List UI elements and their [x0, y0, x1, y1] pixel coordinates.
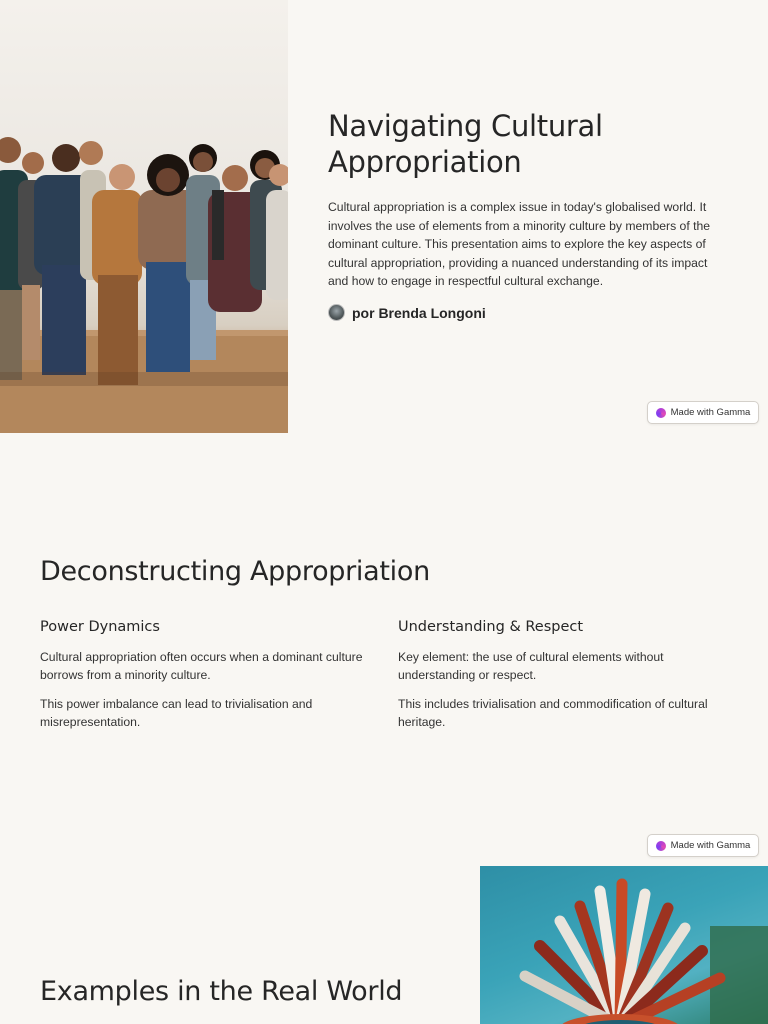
gamma-logo-icon	[656, 408, 666, 418]
column-paragraph: Cultural appropriation often occurs when a dominant culture borrows from a minority culture.	[40, 650, 363, 682]
made-with-gamma-button[interactable]	[647, 834, 759, 857]
slide-title: Examples in the Real World	[40, 976, 403, 1007]
power-dynamics-column	[40, 619, 374, 742]
headdress-illustration	[480, 866, 768, 1024]
badge-label: Made with Gamma	[670, 407, 751, 418]
title-slide	[0, 0, 768, 433]
badge-label: Made with Gamma	[670, 840, 751, 851]
headdress-photo	[480, 866, 768, 1024]
made-with-gamma-button[interactable]	[647, 401, 759, 424]
slide-title: Navigating Cultural Appropriation	[328, 109, 603, 179]
author-avatar	[328, 304, 345, 321]
group-photo	[0, 0, 288, 433]
author-byline	[328, 304, 486, 321]
intro-paragraph: Cultural appropriation is a complex issue in today's globalised world. It involves the use of elements from a minority culture by members of the dominant culture. This presentation aims to explore the key aspects of cultural appropriation, providing a nuanced understanding of its impact and how to engage in respectful cultural exchange.	[328, 200, 711, 288]
gamma-logo-icon	[656, 841, 666, 851]
slide-title: Deconstructing Appropriation	[40, 556, 430, 587]
column-paragraph: Key element: the use of cultural elements without understanding or respect.	[398, 650, 664, 682]
column-heading: Power Dynamics	[40, 619, 160, 635]
group-photo-illustration	[0, 0, 288, 433]
author-name: por Brenda Longoni	[352, 304, 486, 321]
understanding-respect-column	[398, 619, 732, 742]
column-paragraph: This includes trivialisation and commodification of cultural heritage.	[398, 697, 708, 729]
column-heading: Understanding & Respect	[398, 619, 584, 635]
column-paragraph: This power imbalance can lead to trivialisation and misrepresentation.	[40, 697, 313, 729]
